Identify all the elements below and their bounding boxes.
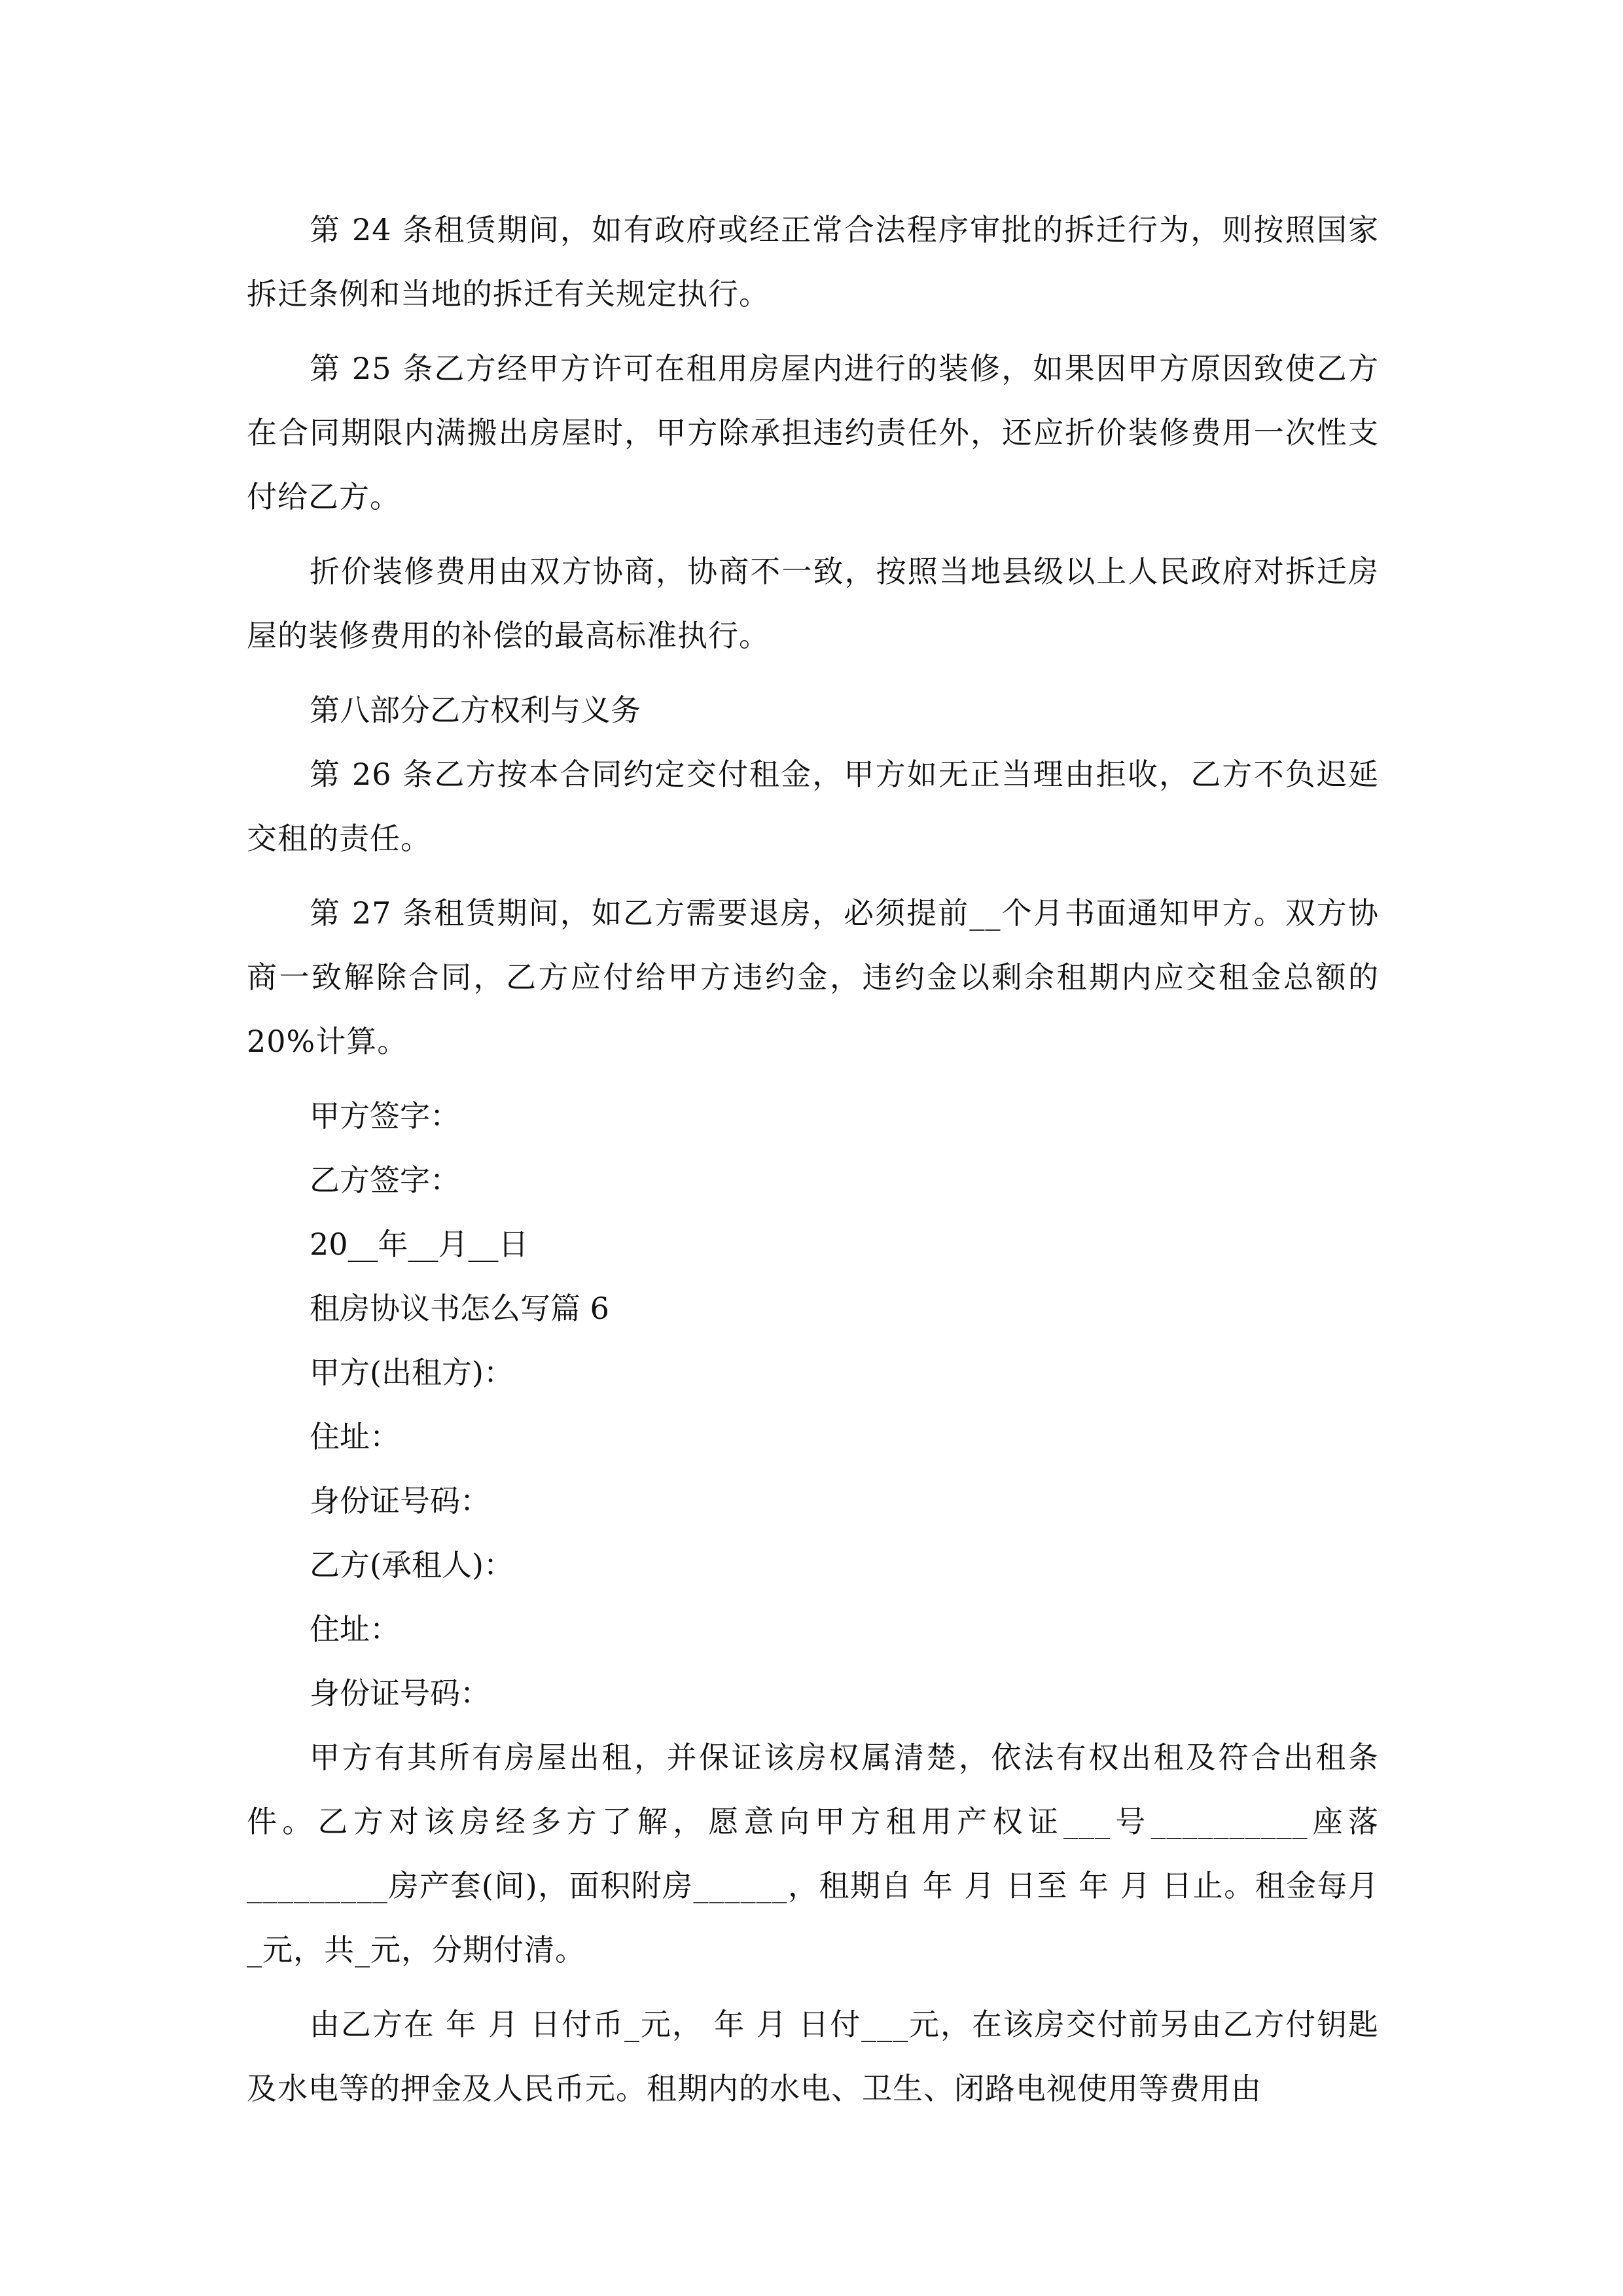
party-a-label: 甲方(出租方)： bbox=[310, 1355, 514, 1390]
article-24-paragraph: 第 24 条租赁期间，如有政府或经正常合法程序审批的拆迁行为，则按照国家拆迁条例和当地的拆迁有关规定执行。 bbox=[247, 212, 1379, 312]
compensation-paragraph: 折价装修费用由双方协商，协商不一致，按照当地县级以上人民政府对拆迁房屋的装修费用的补偿的最高标准执行。 bbox=[247, 554, 1379, 653]
payment-paragraph: 由乙方在 年 月 日付币_元， 年 月 日付___元，在该房交付前另由乙方付钥匙及水电等的押金及人民币元。租期内的水电、卫生、闭路电视使用等费用由 bbox=[247, 2007, 1379, 2106]
article-25-paragraph: 第 25 条乙方经甲方许可在租用房屋内进行的装修，如果因甲方原因致使乙方在合同期限内满搬出房屋时，甲方除承担违约责任外，还应折价装修费用一次性支付给乙方。 bbox=[247, 351, 1379, 514]
document-body bbox=[247, 198, 1379, 2131]
section-8-heading: 第八部分乙方权利与义务 bbox=[310, 692, 641, 728]
article-26-paragraph: 第 26 条乙方按本合同约定交付租金，甲方如无正当理由拒收，乙方不负迟延交租的责任。 bbox=[247, 757, 1379, 856]
party-a-signature-line: 甲方签字： bbox=[310, 1098, 460, 1134]
date-line: 20__年__月__日 bbox=[310, 1227, 529, 1262]
section-title-6: 租房协议书怎么写篇 6 bbox=[310, 1291, 609, 1326]
party-b-id-number: 身份证号码： bbox=[310, 1676, 490, 1711]
party-a-address: 住址： bbox=[310, 1419, 400, 1454]
party-a-id-number: 身份证号码： bbox=[310, 1483, 490, 1518]
party-b-signature-line: 乙方签字： bbox=[310, 1162, 460, 1198]
property-lease-paragraph: 甲方有其所有房屋出租，并保证该房权属清楚，依法有权出租及符合出租条件。乙方对该房经多方了解，愿意向甲方租用产权证___号__________座落_________房产套(间)，面积附房______，租期自 年 月 日至 年 月 日止。租金每月_元，共_元，分期付清。 bbox=[247, 1740, 1380, 1967]
party-b-address: 住址： bbox=[310, 1611, 400, 1647]
party-b-label: 乙方(承租人)： bbox=[310, 1547, 514, 1583]
article-27-paragraph: 第 27 条租赁期间，如乙方需要退房，必须提前__个月书面通知甲方。双方协商一致解除合同，乙方应付给甲方违约金，违约金以剩余租期内应交租金总额的 20%计算。 bbox=[247, 895, 1379, 1059]
